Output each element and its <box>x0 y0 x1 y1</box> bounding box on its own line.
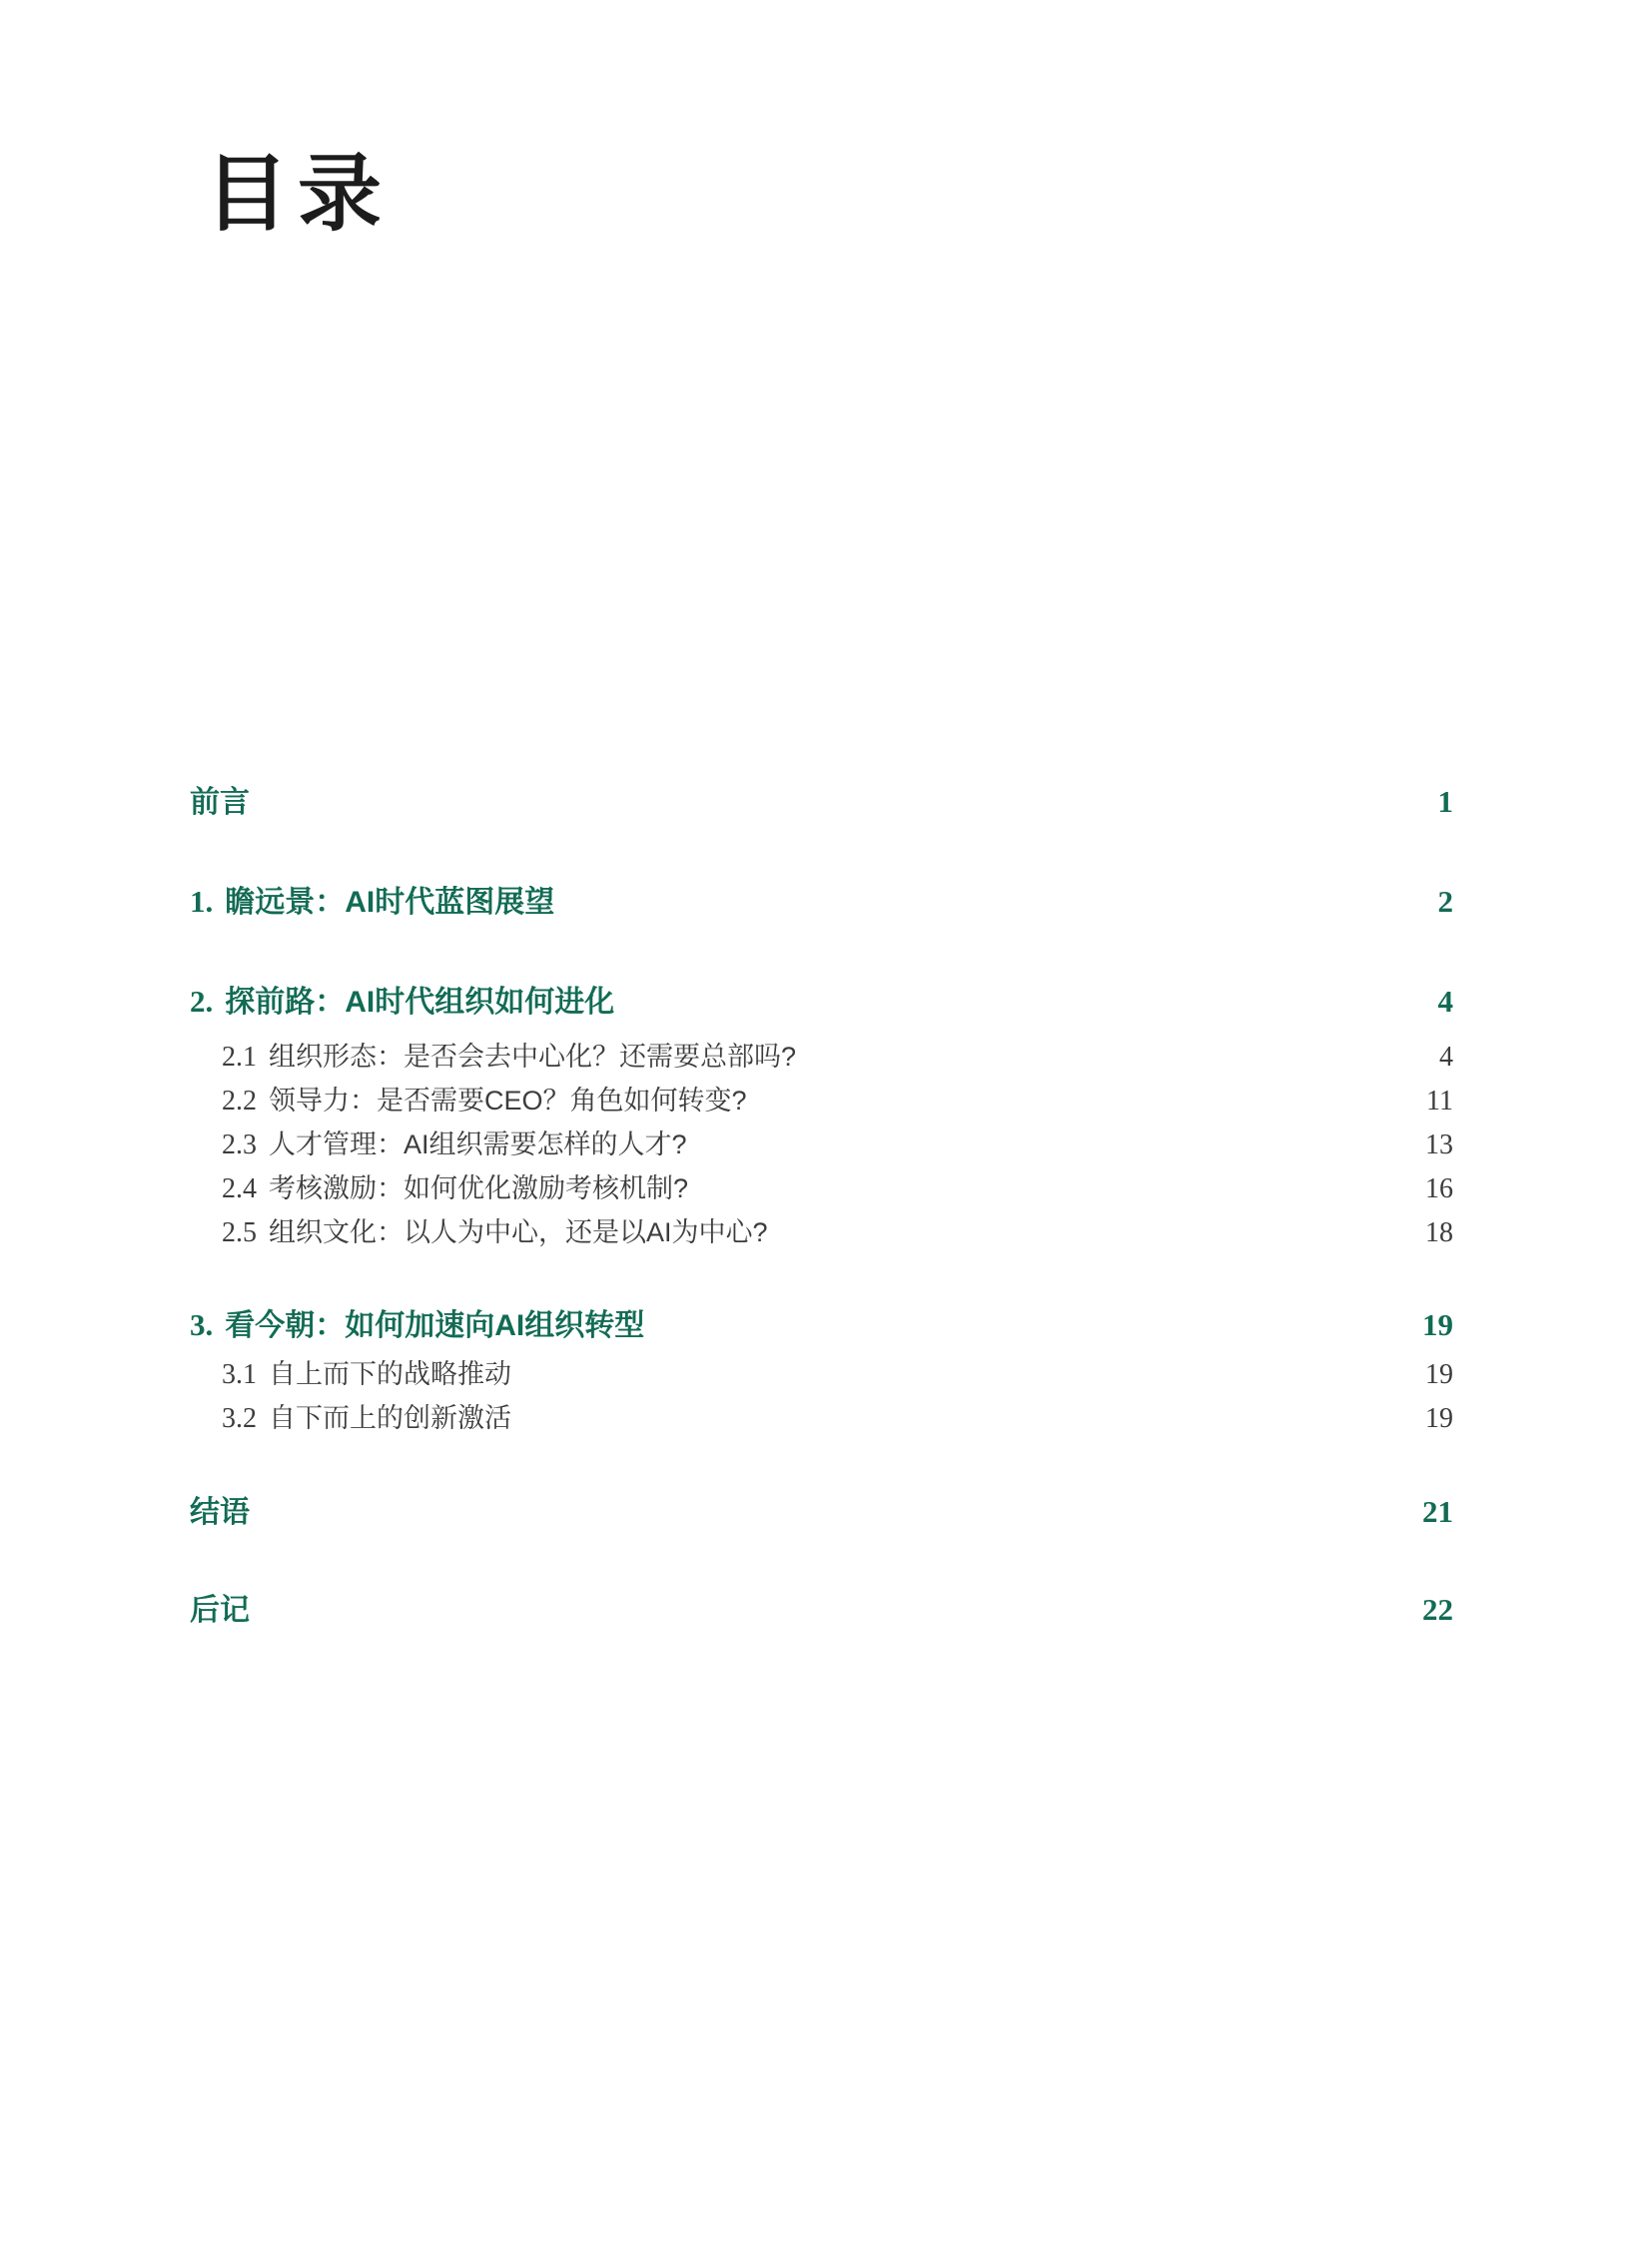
toc-entry-section-2-5[interactable] <box>190 1214 1453 1250</box>
entry-number: 3.2 <box>222 1403 257 1434</box>
toc-entry-section-2-1[interactable] <box>190 1039 1453 1075</box>
entry-number: 2.1 <box>222 1042 257 1073</box>
entry-number: 3.1 <box>222 1359 257 1390</box>
entry-number: 2.2 <box>222 1086 257 1117</box>
table-of-contents <box>190 784 1453 1628</box>
entry-number: 3. <box>190 1307 214 1342</box>
entry-page-number: 19 <box>1422 1307 1453 1342</box>
entry-page-number: 13 <box>1425 1129 1453 1160</box>
entry-page-number: 16 <box>1425 1173 1453 1204</box>
toc-entry-section-1[interactable] <box>190 884 1453 920</box>
entry-page-number: 11 <box>1426 1086 1453 1117</box>
entry-label: 后记 <box>190 1594 250 1627</box>
toc-entry-jieyu[interactable] <box>190 1494 1453 1530</box>
entry-page-number: 21 <box>1422 1494 1453 1529</box>
entry-number: 2.3 <box>222 1129 257 1160</box>
entry-page-number: 4 <box>1437 984 1453 1019</box>
entry-page-number: 18 <box>1425 1217 1453 1248</box>
entry-label: 结语 <box>190 1496 250 1529</box>
entry-page-number: 19 <box>1425 1359 1453 1390</box>
entry-label: 自下而上的创新激活 <box>269 1403 511 1433</box>
entry-number: 1. <box>190 884 214 919</box>
entry-page-number: 22 <box>1422 1592 1453 1627</box>
toc-entry-section-2-3[interactable] <box>190 1126 1453 1162</box>
entry-page-number: 19 <box>1425 1403 1453 1434</box>
entry-label: 领导力：是否需要CEO？角色如何转变? <box>269 1086 747 1116</box>
entry-label: 考核激励：如何优化激励考核机制? <box>269 1173 689 1203</box>
entry-page-number: 1 <box>1437 784 1453 819</box>
entry-label: 探前路：AI时代组织如何进化 <box>225 986 615 1019</box>
toc-entry-section-2[interactable] <box>190 984 1453 1020</box>
page-title: 目录 <box>205 149 392 242</box>
toc-entry-section-2-4[interactable] <box>190 1170 1453 1206</box>
entry-label: 瞻远景：AI时代蓝图展望 <box>225 886 555 919</box>
entry-label: 前言 <box>190 786 250 819</box>
toc-entry-qianyan[interactable] <box>190 784 1453 820</box>
entry-label: 自上而下的战略推动 <box>269 1359 511 1389</box>
toc-entry-section-3[interactable] <box>190 1307 1453 1343</box>
entry-label: 看今朝：如何加速向AI组织转型 <box>225 1309 645 1342</box>
entry-number: 2. <box>190 984 214 1019</box>
entry-number: 2.5 <box>222 1217 257 1248</box>
toc-entry-houji[interactable] <box>190 1592 1453 1628</box>
entry-page-number: 2 <box>1437 884 1453 919</box>
toc-entry-section-3-1[interactable] <box>190 1356 1453 1392</box>
toc-entry-section-2-2[interactable] <box>190 1083 1453 1119</box>
entry-label: 组织文化：以人为中心，还是以AI为中心? <box>269 1217 768 1247</box>
entry-number: 2.4 <box>222 1173 257 1204</box>
toc-entry-section-3-2[interactable] <box>190 1400 1453 1436</box>
entry-page-number: 4 <box>1439 1042 1453 1073</box>
entry-label: 组织形态：是否会去中心化？还需要总部吗? <box>269 1042 797 1072</box>
entry-label: 人才管理：AI组织需要怎样的人才? <box>269 1129 687 1159</box>
